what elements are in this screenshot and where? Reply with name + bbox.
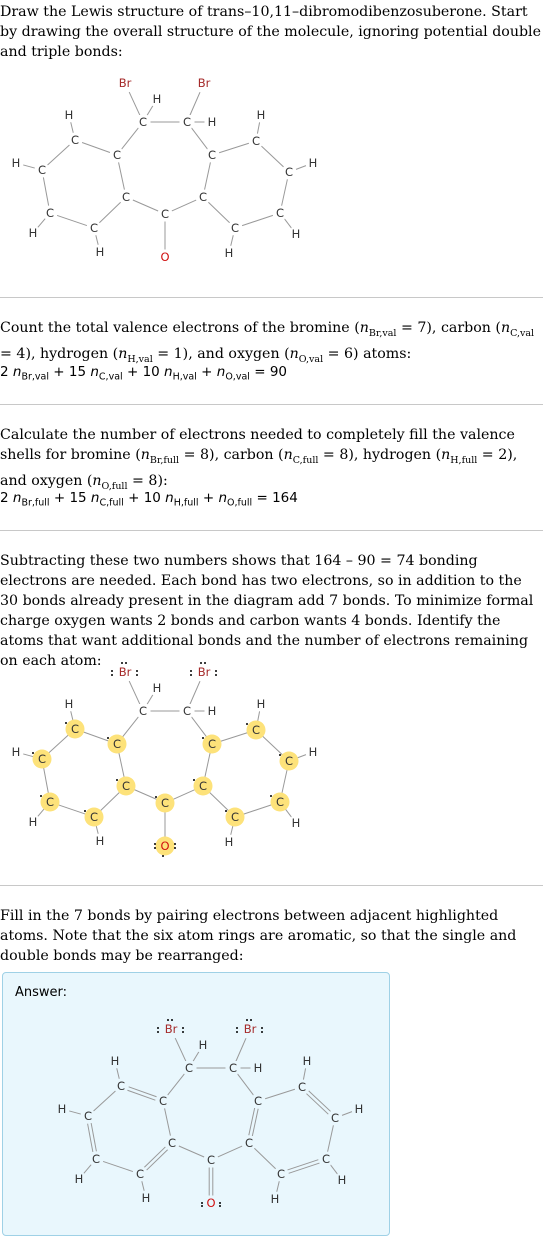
carbon-atom: C [121, 190, 131, 204]
answer-label: Answer: [15, 985, 68, 1000]
carbon-atom: C [284, 754, 294, 768]
oxygen-atom: O [160, 839, 170, 853]
carbon-atom: C [276, 1167, 286, 1181]
bond-line [254, 1148, 275, 1169]
hydrogen-atom: H [207, 704, 217, 718]
bromine-atom: Br [197, 665, 211, 679]
hydrogen-atom: H [95, 245, 105, 259]
carbon-atom: C [182, 704, 192, 718]
bonding-text: Subtracting these two numbers shows that 164 – 90 = 74 bonding electrons are needed. Each bond has two electrons, so in addition to the 30 bonds already present in the diagram add 7 bonds. To minimize formal charge oxygen wants 2 bonds and carbon wants 4 bonds. Identify the atoms that want additional bonds and the number of electrons remaining on each atom: [0, 553, 534, 669]
hydrogen-atom: H [291, 227, 301, 241]
carbon-atom: C [37, 752, 47, 766]
carbon-atom: C [206, 1153, 216, 1167]
bond-line [142, 1181, 144, 1190]
carbon-atom: C [160, 796, 170, 810]
hydrogen-atom: H [291, 816, 301, 830]
carbon-atom: C [121, 779, 131, 793]
hydrogen-atom: H [337, 1173, 347, 1187]
hydrogen-atom: H [152, 681, 162, 695]
oxygen-atom: O [160, 250, 170, 264]
carbon-atom: C [112, 737, 122, 751]
hydrogen-atom: H [11, 156, 21, 170]
intro-text: Draw the Lewis structure of trans–10,11–dibromodibenzosuberone. Start by drawing the overall structure of the molecule, ignoring potential double and triple bonds: [0, 4, 541, 60]
valence-equation: 2 $n_{Br,val} + 15$ $n_{C,val} + 10$ $n_{H,val} + n_{O,val} = 90$ [0, 364, 287, 383]
hydrogen-atom: H [141, 1191, 151, 1205]
hydrogen-atom: H [28, 226, 38, 240]
hydrogen-atom: H [64, 697, 74, 711]
hydrogen-atom: H [28, 815, 38, 829]
carbon-atom: C [182, 115, 192, 129]
hydrogen-atom: H [198, 1038, 208, 1052]
full-shell-equation: 2 $n_{Br,full} + 15$ $n_{C,full} + 10$ $n_{H,full} + n_{O,full} = 164$ [0, 490, 298, 509]
carbon-atom: C [158, 1094, 168, 1108]
carbon-atom: C [138, 115, 148, 129]
lone-pair-dot [250, 1019, 252, 1021]
carbon-atom: C [91, 1152, 101, 1166]
bond-line [238, 1074, 254, 1095]
bond-line [165, 1108, 171, 1135]
carbon-atom: C [275, 206, 285, 220]
bond-line [236, 1038, 246, 1061]
carbon-atom: C [251, 134, 261, 148]
hydrogen-atom: H [308, 156, 318, 170]
bond-line [168, 1074, 185, 1095]
carbon-atom: C [160, 207, 170, 221]
bond-line [306, 1093, 328, 1114]
hydrogen-atom: H [74, 1172, 84, 1186]
bromine-atom: Br [197, 76, 211, 90]
hydrogen-atom: H [253, 1061, 263, 1075]
carbon-atom: C [89, 810, 99, 824]
hydrogen-atom: H [11, 745, 21, 759]
bond-line [277, 1181, 279, 1191]
carbon-atom: C [253, 1094, 263, 1108]
bond-line [147, 1150, 168, 1171]
hydrogen-atom: H [57, 1102, 67, 1116]
bond-line [94, 1091, 116, 1111]
lone-pair-dot [246, 1019, 248, 1021]
valence-count-text: Count the total valence electrons of the bromine $(n_{Br,val} = 7)$, carbon $(n_{C,val} = 4)$, hydrogen $(n_{H,val} = 1)$, and oxygen $(n_{O,val} = 6)$ atoms: [0, 320, 535, 365]
hydrogen-atom: H [256, 697, 266, 711]
carbon-atom: C [275, 795, 285, 809]
hydrogen-atom: H [354, 1102, 364, 1116]
hydrogen-atom: H [270, 1192, 280, 1206]
bond-line [328, 1125, 334, 1151]
carbon-atom: C [251, 723, 261, 737]
lone-pair-dot [236, 1027, 238, 1029]
bond-line [193, 1051, 199, 1061]
hydrogen-atom: H [302, 1054, 312, 1068]
carbon-atom: C [135, 1167, 145, 1181]
bond-line [103, 1161, 133, 1171]
text-part: Count the total valence electrons of the bromine ( [0, 320, 360, 336]
bond-line [331, 1165, 338, 1174]
lone-pair-dot [182, 1031, 184, 1033]
bond-line [69, 1111, 81, 1114]
lone-pair-dot [157, 1027, 159, 1029]
carbon-atom: C [83, 1109, 93, 1123]
bromine-atom: Br [164, 1022, 178, 1036]
hydrogen-atom: H [110, 1054, 120, 1068]
bond-line [309, 1091, 331, 1112]
lone-pair-dot [261, 1027, 263, 1029]
carbon-atom: C [70, 133, 80, 147]
full-shell-text: Calculate the number of electrons needed to completely fill the valence shells for bromine $(n_{Br,full} = 8)$, carbon $(n_{C,full} = 8)$, hydrogen $(n_{H,full} = 2)$, and oxygen $(n_{O,full} = 8)$: [0, 427, 518, 492]
carbon-atom: C [228, 1061, 238, 1075]
carbon-atom: C [184, 1061, 194, 1075]
carbon-atom: C [207, 737, 217, 751]
carbon-atom: C [45, 206, 55, 220]
carbon-atom: C [70, 722, 80, 736]
carbon-atom: C [198, 779, 208, 793]
lone-pair-dot [182, 1027, 184, 1029]
carbon-atom: C [45, 795, 55, 809]
bond-line [265, 1089, 295, 1098]
hydrogen-atom: H [224, 835, 234, 849]
fill-bonds-text: Fill in the 7 bonds by pairing electrons between adjacent highlighted atoms. Note that the six atom rings are aromatic, so that the single and double bonds may be rearranged: [0, 908, 517, 964]
carbon-atom: C [89, 221, 99, 235]
hydrogen-atom: H [152, 92, 162, 106]
bromine-atom: Br [243, 1022, 257, 1036]
carbon-atom: C [230, 810, 240, 824]
hydrogen-atom: H [95, 834, 105, 848]
hydrogen-atom: H [64, 108, 74, 122]
lone-pair-dot [201, 1205, 203, 1207]
carbon-atom: C [284, 165, 294, 179]
bond-line [84, 1165, 91, 1174]
carbon-atom: C [138, 704, 148, 718]
lone-pair-dot [167, 1019, 169, 1021]
lone-pair-dot [219, 1202, 221, 1204]
carbon-atom: C [230, 221, 240, 235]
hydrogen-atom: H [224, 246, 234, 260]
carbon-atom: C [297, 1080, 307, 1094]
lone-pair-dot [219, 1205, 221, 1207]
bromine-atom: Br [118, 665, 132, 679]
bond-line [175, 1038, 186, 1061]
carbon-atom: C [244, 1136, 254, 1150]
hydrogen-atom: H [207, 115, 217, 129]
lone-pair-dot [157, 1031, 159, 1033]
bond-line [117, 1068, 119, 1078]
bromine-atom: Br [118, 76, 132, 90]
bond-line [144, 1147, 165, 1168]
carbon-atom: C [198, 190, 208, 204]
carbon-atom: C [321, 1152, 331, 1166]
hydrogen-atom: H [256, 108, 266, 122]
carbon-atom: C [167, 1136, 177, 1150]
lone-pair-dot [236, 1031, 238, 1033]
carbon-atom: C [330, 1111, 340, 1125]
lone-pair-dot [201, 1202, 203, 1204]
carbon-atom: C [112, 148, 122, 162]
bond-line [342, 1112, 352, 1116]
bond-line [179, 1146, 204, 1157]
carbon-atom: C [116, 1079, 126, 1093]
lone-pair-dot [171, 1019, 173, 1021]
oxygen-atom: O [206, 1196, 216, 1210]
carbon-atom: C [37, 163, 47, 177]
carbon-atom: C [207, 148, 217, 162]
hydrogen-atom: H [308, 745, 318, 759]
lone-pair-dot [261, 1031, 263, 1033]
bond-line [303, 1068, 305, 1079]
bond-line [218, 1146, 242, 1157]
